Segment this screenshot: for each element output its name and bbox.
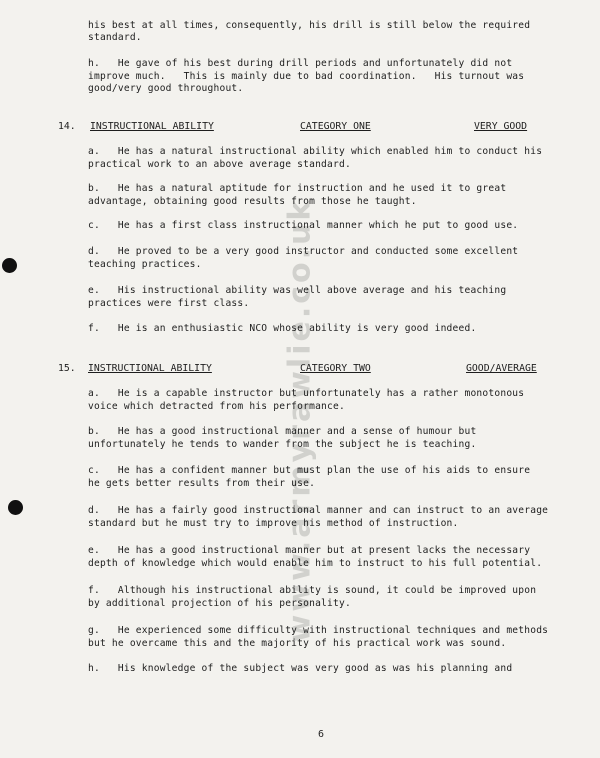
punch-hole-top — [2, 258, 17, 273]
section-14-item-d: d. He proved to be a very good instructor and conducted some excellent teaching practices. — [88, 246, 519, 270]
continuation-line-1: his best at all times, consequently, his drill is still below the required — [88, 20, 531, 31]
section-15-item-h: h. His knowledge of the subject was very good as was his planning and — [88, 663, 513, 674]
section-15-item-f: f. Although his instructional ability is sound, it could be improved upon by additional projection of his personality. — [88, 585, 537, 609]
section-15-item-b: b. He has a good instructional manner and a sense of humour but unfortunately he tends to wander from the subject he is teaching. — [88, 426, 477, 450]
section-14-item-e: e. His instructional ability was well above average and his teaching practices were first class. — [88, 285, 507, 309]
section-15-item-e: e. He has a good instructional manner but at present lacks the necessary depth of knowledge which would enable him to instruct to his full potential. — [88, 545, 543, 569]
section-14-category: CATEGORY ONE — [300, 121, 371, 132]
section-14-item-a: a. He has a natural instructional ability which enabled him to conduct his practical work to an above average standard. — [88, 146, 543, 170]
section-14-number: 14. — [58, 121, 76, 132]
section-15-number: 15. — [58, 363, 76, 374]
watermark: www.armyrawlie.co.uk — [282, 197, 318, 643]
section-15-item-c: c. He has a confident manner but must plan the use of his aids to ensure he gets better results from their use. — [88, 465, 531, 489]
section-15-grade: GOOD/AVERAGE — [466, 363, 537, 374]
paragraph-h-previous: h. He gave of his best during drill periods and unfortunately did not improve much. This is mainly due to bad coordination. His turnout was good/very good throughout. — [88, 58, 525, 94]
page-number: 6 — [318, 729, 325, 740]
section-14-item-f: f. He is an enthusiastic NCO whose ability is very good indeed. — [88, 323, 477, 334]
section-14-heading: INSTRUCTIONAL ABILITY — [90, 121, 214, 132]
section-15-category: CATEGORY TWO — [300, 363, 371, 374]
section-15-item-a: a. He is a capable instructor but unfortunately has a rather monotonous voice which detracted from his performance. — [88, 388, 525, 412]
section-15-item-d: d. He has a fairly good instructional manner and can instruct to an average standard but he must try to improve his method of instruction. — [88, 505, 549, 529]
section-14-item-b: b. He has a natural aptitude for instruction and he used it to great advantage, obtaining good results from those he taught. — [88, 183, 507, 207]
section-14-item-c: c. He has a first class instructional manner which he put to good use. — [88, 220, 519, 231]
continuation-line-2: standard. — [88, 32, 142, 43]
punch-hole-bottom — [8, 500, 23, 515]
section-14-grade: VERY GOOD — [474, 121, 528, 132]
section-15-heading: INSTRUCTIONAL ABILITY — [88, 363, 212, 374]
section-15-item-g: g. He experienced some difficulty with instructional techniques and methods but he overcame this and the majority of his practical work was sound. — [88, 625, 549, 649]
